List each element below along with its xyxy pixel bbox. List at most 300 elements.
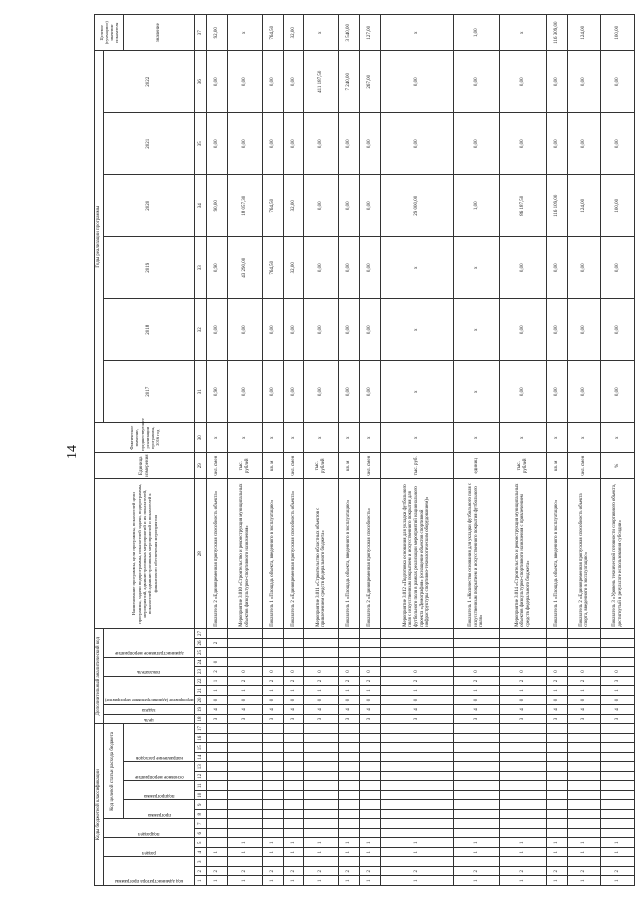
code-cell xyxy=(304,829,339,839)
code-cell xyxy=(601,743,635,753)
code-cell xyxy=(601,648,635,658)
column-index-cell: 36 xyxy=(195,51,207,113)
year-value-cell: 43 290,00 xyxy=(228,237,263,299)
code-cell: 4 xyxy=(207,705,228,715)
table-row xyxy=(601,15,635,886)
code-cell xyxy=(228,800,263,810)
year-value-cell: 0,00 xyxy=(453,113,500,175)
code-cell: 3 xyxy=(283,714,304,724)
column-index-cell: 18 xyxy=(195,714,207,724)
code-cell xyxy=(567,781,600,791)
column-index-cell: 13 xyxy=(195,762,207,772)
code-cell xyxy=(500,819,547,829)
admin-attr-header xyxy=(103,629,194,658)
code-cell xyxy=(380,800,453,810)
unit-cell: кв. м xyxy=(262,453,283,479)
code-cell xyxy=(283,724,304,734)
year-value-cell: 0,00 xyxy=(601,361,635,423)
column-index-cell: 35 xyxy=(195,113,207,175)
code-cell: 3 xyxy=(339,714,360,724)
code-cell xyxy=(207,791,228,801)
column-index-cell: 24 xyxy=(195,657,207,667)
code-cell: 3 xyxy=(500,714,547,724)
code-cell xyxy=(500,734,547,744)
column-index-cell: 33 xyxy=(195,237,207,299)
code-cell xyxy=(567,772,600,782)
code-cell xyxy=(262,819,283,829)
code-cell: 1 xyxy=(453,686,500,696)
header-row-1 xyxy=(95,15,104,886)
target-value-cell: х xyxy=(500,15,547,51)
code-cell xyxy=(453,762,500,772)
code-cell xyxy=(262,762,283,772)
row-name-cell: Мероприятие 3.012 «Подготовка основания для укладки футбольного поля с искусственным покрытием и искусственного покрытия для футбольного поля в рамках реализации мероприятий национального проекта «Демография» (оснащение объектов спортивной инфраструктуры спортивно-технологическим оборудованием)» xyxy=(380,479,453,629)
code-cell xyxy=(567,734,600,744)
budget-codes-header: Коды бюджетной классификации xyxy=(95,724,104,886)
year-value-cell: 764,50 xyxy=(262,175,283,237)
code-cell xyxy=(228,791,263,801)
code-cell xyxy=(283,657,304,667)
code-cell: 0 xyxy=(453,667,500,677)
code-cell xyxy=(500,743,547,753)
code-cell xyxy=(339,724,360,734)
year-value-cell: х xyxy=(380,361,453,423)
code-cell: 4 xyxy=(359,705,380,715)
code-cell: 2 xyxy=(547,867,568,877)
code-cell xyxy=(359,819,380,829)
code-cell xyxy=(304,753,339,763)
year-value-cell: 0,00 xyxy=(547,113,568,175)
column-index-cell: 15 xyxy=(195,743,207,753)
target-header: Целевое (суммарное) значение показателя xyxy=(95,15,124,51)
year-value-cell: 0,00 xyxy=(567,361,600,423)
year-value-cell: 0,00 xyxy=(453,51,500,113)
code-cell: 1 xyxy=(228,876,263,886)
code-cell xyxy=(339,810,360,820)
task-header xyxy=(103,705,194,715)
code-cell xyxy=(547,724,568,734)
fact-cell: х xyxy=(567,423,600,453)
fact-cell: х xyxy=(207,423,228,453)
code-cell xyxy=(567,819,600,829)
target-value-cell: х xyxy=(304,15,339,51)
event-label: мероприятие (административное мероприятие) xyxy=(104,697,194,703)
target-value-cell: 32,00 xyxy=(283,15,304,51)
year-2018-header: 2018 xyxy=(103,299,194,361)
year-value-cell: 32,00 xyxy=(283,175,304,237)
table-row xyxy=(547,15,568,886)
row-name-cell: Показатель 1 «Площадь объекта, введенного в эксплуатацию» xyxy=(547,479,568,629)
fact-cell: х xyxy=(228,423,263,453)
code-cell xyxy=(453,724,500,734)
code-cell xyxy=(547,819,568,829)
code-cell xyxy=(228,638,263,648)
code-cell xyxy=(228,629,263,639)
code-cell: 1 xyxy=(380,876,453,886)
code-cell xyxy=(304,648,339,658)
code-cell xyxy=(262,772,283,782)
code-cell: 1 xyxy=(380,848,453,858)
year-value-cell: 1,00 xyxy=(453,175,500,237)
code-cell xyxy=(359,724,380,734)
code-cell xyxy=(567,724,600,734)
code-cell xyxy=(359,753,380,763)
column-index-cell: 4 xyxy=(195,848,207,858)
row-name-cell: Мероприятие 3.010 «Строительство и реконструкция муниципальных объектов физкультурно-спортивного назначения» xyxy=(228,479,263,629)
code-cell xyxy=(304,762,339,772)
code-cell xyxy=(207,753,228,763)
code-cell xyxy=(500,800,547,810)
year-value-cell: 0,00 xyxy=(547,51,568,113)
year-value-cell: х xyxy=(380,237,453,299)
year-value-cell: 0,00 xyxy=(547,299,568,361)
year-value-cell: 0,00 xyxy=(304,113,339,175)
code-cell xyxy=(380,829,453,839)
code-cell xyxy=(262,629,283,639)
code-cell: 0 xyxy=(262,667,283,677)
code-cell: 1 xyxy=(304,848,339,858)
code-cell xyxy=(228,753,263,763)
fact-cell: х xyxy=(262,423,283,453)
budget-program-table xyxy=(94,14,635,886)
code-cell xyxy=(304,724,339,734)
code-cell: 2 xyxy=(567,676,600,686)
row-name-cell: Мероприятие 3.011 «Строительство областных объектов с привлечением средств федерального бюджета» xyxy=(304,479,339,629)
fact-cell: х xyxy=(339,423,360,453)
unit-cell: тыс. руб. xyxy=(380,453,453,479)
column-index-cell: 12 xyxy=(195,772,207,782)
code-cell xyxy=(547,657,568,667)
code-cell xyxy=(380,724,453,734)
code-cell xyxy=(283,791,304,801)
year-value-cell: 0,00 xyxy=(601,51,635,113)
code-cell xyxy=(500,638,547,648)
code-cell xyxy=(339,734,360,744)
table-row xyxy=(567,15,600,886)
code-cell: 1 xyxy=(453,876,500,886)
code-cell xyxy=(339,781,360,791)
code-cell: 3 xyxy=(359,714,380,724)
code-cell xyxy=(601,857,635,867)
years-header: Годы реализации программы xyxy=(95,51,104,423)
table-row xyxy=(283,15,304,886)
year-value-cell: 0,00 xyxy=(207,113,228,175)
admin-code-header xyxy=(103,857,194,886)
target-value-cell: 127,00 xyxy=(359,15,380,51)
code-cell xyxy=(547,638,568,648)
unit-header: Единица измерения xyxy=(95,453,195,479)
year-value-cell: 7 240,00 xyxy=(339,51,360,113)
code-cell: 1 xyxy=(380,686,453,696)
code-cell: 4 xyxy=(547,705,568,715)
year-value-cell: 0,00 xyxy=(601,113,635,175)
year-value-cell: 267,00 xyxy=(359,51,380,113)
year-value-cell: 0,00 xyxy=(567,299,600,361)
code-cell: 1 xyxy=(228,686,263,696)
code-cell: 2 xyxy=(601,867,635,877)
code-cell xyxy=(380,629,453,639)
code-cell xyxy=(453,791,500,801)
code-cell: 0 xyxy=(339,695,360,705)
unit-cell: единиц xyxy=(453,453,500,479)
code-cell: 2 xyxy=(453,676,500,686)
code-cell: 0 xyxy=(359,695,380,705)
column-index-cell: 26 xyxy=(195,638,207,648)
code-cell xyxy=(339,791,360,801)
code-cell: 2 xyxy=(380,867,453,877)
column-index-cell: 8 xyxy=(195,810,207,820)
code-cell xyxy=(547,762,568,772)
year-value-cell: 0,90 xyxy=(207,237,228,299)
code-cell xyxy=(547,829,568,839)
code-cell xyxy=(228,734,263,744)
code-cell: 3 xyxy=(380,714,453,724)
code-cell xyxy=(304,800,339,810)
code-cell: 1 xyxy=(547,876,568,886)
year-value-cell: 0,00 xyxy=(262,361,283,423)
code-cell: 0 xyxy=(547,667,568,677)
code-cell xyxy=(262,648,283,658)
code-cell xyxy=(601,772,635,782)
year-value-cell: 0,00 xyxy=(359,237,380,299)
year-value-cell: 0,00 xyxy=(283,361,304,423)
code-cell xyxy=(283,629,304,639)
code-cell: 1 xyxy=(453,838,500,848)
code-cell xyxy=(567,800,600,810)
row-name-cell: Показатель 1 «Количество основания для укладки футбольного поля с искусственным покрытием и искусственного покрытия футбольного поля» xyxy=(453,479,500,629)
row-name-cell: Показатель 3 «Уровень технической готовности спортивного объекта, достигнутый в результате использования субсидии» xyxy=(601,479,635,629)
code-cell xyxy=(500,762,547,772)
code-cell: 0 xyxy=(228,695,263,705)
fact-cell: х xyxy=(380,423,453,453)
unit-cell: % xyxy=(601,453,635,479)
code-cell xyxy=(380,753,453,763)
code-cell xyxy=(567,829,600,839)
code-cell: 2 xyxy=(359,867,380,877)
code-cell xyxy=(262,657,283,667)
code-cell xyxy=(380,743,453,753)
code-cell: 0 xyxy=(567,667,600,677)
code-cell xyxy=(262,791,283,801)
code-cell: 3 xyxy=(601,714,635,724)
target-value-cell: 124,00 xyxy=(567,15,600,51)
target-value-cell: 116 309,00 xyxy=(547,15,568,51)
year-value-cell: 0,00 xyxy=(262,51,283,113)
code-cell xyxy=(453,629,500,639)
column-index-cell: 6 xyxy=(195,829,207,839)
code-cell xyxy=(304,810,339,820)
code-cell xyxy=(359,762,380,772)
code-cell xyxy=(500,753,547,763)
code-cell xyxy=(283,638,304,648)
code-cell: 3 xyxy=(567,714,600,724)
subsection-label: подраздел xyxy=(138,831,160,836)
task-label: задача xyxy=(142,707,156,713)
subprogram-label: подпрограмма xyxy=(143,793,175,798)
code-cell: 1 xyxy=(339,848,360,858)
year-2022-header: 2022 xyxy=(103,51,194,113)
code-cell xyxy=(228,810,263,820)
column-index-cell: 27 xyxy=(195,629,207,639)
code-cell xyxy=(453,800,500,810)
code-cell xyxy=(262,781,283,791)
year-2020-header: 2020 xyxy=(103,175,194,237)
unit-cell: чел. смен xyxy=(359,453,380,479)
code-cell xyxy=(339,629,360,639)
code-cell xyxy=(453,810,500,820)
code-cell xyxy=(228,648,263,658)
code-cell: 1 xyxy=(283,876,304,886)
code-cell: 0 xyxy=(283,695,304,705)
page-number: 14 xyxy=(65,445,80,459)
code-cell xyxy=(547,800,568,810)
code-cell xyxy=(567,857,600,867)
column-index-cell: 23 xyxy=(195,667,207,677)
target-value-cell: 1,00 xyxy=(453,15,500,51)
budget-program-table-container xyxy=(94,21,623,886)
code-cell: 0 xyxy=(567,695,600,705)
code-cell: 1 xyxy=(262,876,283,886)
code-cell xyxy=(304,781,339,791)
code-cell: 2 xyxy=(228,676,263,686)
code-cell: 1 xyxy=(262,838,283,848)
goal-label: цель xyxy=(144,716,154,722)
code-cell xyxy=(304,772,339,782)
code-cell xyxy=(283,648,304,658)
code-cell: 2 xyxy=(339,867,360,877)
code-cell: 2 xyxy=(567,867,600,877)
code-cell xyxy=(567,753,600,763)
code-cell xyxy=(359,772,380,782)
code-cell: 1 xyxy=(283,838,304,848)
column-index-cell: 21 xyxy=(195,686,207,696)
code-cell xyxy=(500,857,547,867)
code-cell xyxy=(207,810,228,820)
year-value-cell: 0,00 xyxy=(283,51,304,113)
code-cell xyxy=(359,629,380,639)
year-value-cell: 0,00 xyxy=(228,51,263,113)
code-cell xyxy=(283,829,304,839)
column-index-cell: 16 xyxy=(195,734,207,744)
code-cell xyxy=(207,762,228,772)
code-cell xyxy=(380,810,453,820)
code-cell: 0 xyxy=(601,695,635,705)
code-cell xyxy=(547,648,568,658)
column-index-cell: 3 xyxy=(195,857,207,867)
year-2017-header: 2017 xyxy=(103,361,194,423)
column-index-cell: 7 xyxy=(195,819,207,829)
year-value-cell: 0,00 xyxy=(359,175,380,237)
code-cell xyxy=(567,657,600,667)
code-cell: 3 xyxy=(207,714,228,724)
code-cell xyxy=(228,781,263,791)
column-index-cell: 32 xyxy=(195,299,207,361)
code-cell xyxy=(601,762,635,772)
column-index-cell: 11 xyxy=(195,781,207,791)
code-cell: 0 xyxy=(500,667,547,677)
code-cell: 2 xyxy=(547,676,568,686)
row-name-cell: Показатель 2 «Единовременная пропускная способность объекта спорта, введенного в эксплуатацию» xyxy=(567,479,600,629)
code-cell xyxy=(500,648,547,658)
code-cell: 2 xyxy=(228,867,263,877)
year-value-cell: 0,00 xyxy=(380,113,453,175)
unit-cell: чел. смен xyxy=(567,453,600,479)
code-cell: 4 xyxy=(262,705,283,715)
code-cell xyxy=(453,743,500,753)
code-cell xyxy=(304,791,339,801)
code-cell xyxy=(339,657,360,667)
year-value-cell: 18 057,30 xyxy=(228,175,263,237)
code-cell: 1 xyxy=(304,838,339,848)
code-cell xyxy=(283,762,304,772)
code-cell xyxy=(228,829,263,839)
code-cell: 0 xyxy=(304,695,339,705)
year-value-cell: 0,00 xyxy=(228,299,263,361)
code-cell: 2 xyxy=(262,867,283,877)
direction-label: направление расходов xyxy=(135,755,183,760)
code-cell xyxy=(262,753,283,763)
code-cell: 1 xyxy=(453,848,500,858)
column-index-cell: 1 xyxy=(195,876,207,886)
year-value-cell: 0,00 xyxy=(283,113,304,175)
code-cell xyxy=(500,829,547,839)
code-cell: 4 xyxy=(453,705,500,715)
program-header xyxy=(123,800,194,819)
code-cell: 1 xyxy=(500,876,547,886)
year-value-cell: 0,00 xyxy=(547,237,568,299)
code-cell: 0 xyxy=(380,695,453,705)
year-value-cell: 411 187,50 xyxy=(304,51,339,113)
code-cell xyxy=(339,762,360,772)
code-cell xyxy=(601,734,635,744)
code-cell xyxy=(339,753,360,763)
code-cell xyxy=(547,629,568,639)
unit-cell: тыс. рублей xyxy=(304,453,339,479)
code-cell: 1 xyxy=(547,838,568,848)
code-cell xyxy=(547,772,568,782)
year-value-cell: 0,00 xyxy=(359,113,380,175)
code-cell xyxy=(339,648,360,658)
code-cell: 2 xyxy=(207,638,228,648)
code-cell xyxy=(207,838,228,848)
code-cell xyxy=(359,800,380,810)
code-cell: 1 xyxy=(500,848,547,858)
code-cell xyxy=(207,734,228,744)
year-value-cell: 116 109,00 xyxy=(547,175,568,237)
year-value-cell: 0,00 xyxy=(567,237,600,299)
table-row xyxy=(453,15,500,886)
code-cell: 1 xyxy=(547,848,568,858)
code-cell: 0 xyxy=(207,695,228,705)
code-cell: 1 xyxy=(547,686,568,696)
row-name-cell: Показатель 1 «Площадь объекта, введенного в эксплуатацию» xyxy=(339,479,360,629)
code-cell: 1 xyxy=(359,848,380,858)
fact-cell: х xyxy=(304,423,339,453)
column-index-cell: 17 xyxy=(195,724,207,734)
code-cell: 1 xyxy=(601,686,635,696)
code-cell: 0 xyxy=(283,667,304,677)
year-value-cell: 124,00 xyxy=(567,175,600,237)
column-index-cell: 9 xyxy=(195,800,207,810)
code-cell: 2 xyxy=(207,867,228,877)
code-cell xyxy=(262,743,283,753)
row-name-cell: Показатель 2 «Единовременная пропускная способность» xyxy=(359,479,380,629)
code-cell: 2 xyxy=(500,676,547,686)
year-value-cell: 100,00 xyxy=(601,175,635,237)
main-event-label: основное мероприятие xyxy=(134,774,184,779)
code-cell: 1 xyxy=(380,838,453,848)
code-cell: 4 xyxy=(283,705,304,715)
